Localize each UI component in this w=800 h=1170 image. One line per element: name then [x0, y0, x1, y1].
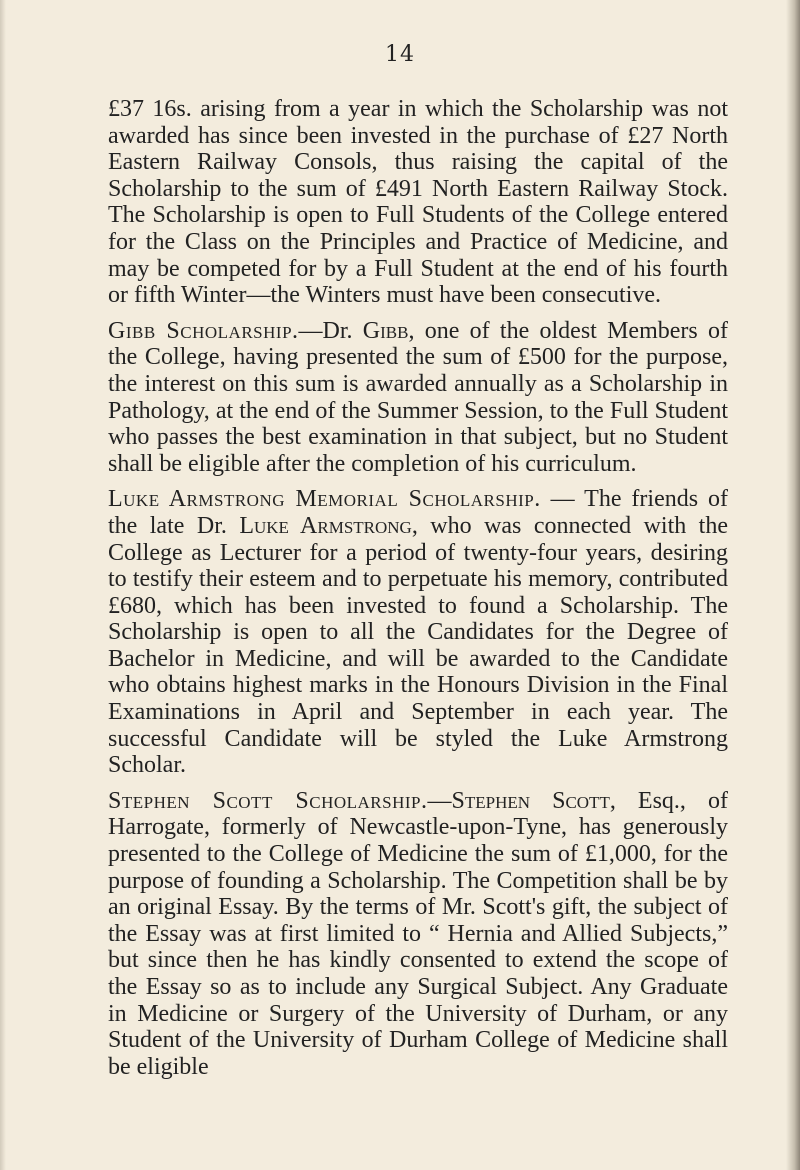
page-number: 14 [385, 42, 415, 67]
paragraph-text: , one of the oldest Members of the College, having presented the sum of £500 for the purpose, the interest on this sum is awarded annually as a Scholarship in Pathology, at the end of the Summer Session, to the Full Student who passes the best examination in that subject, but no Student shall be eligible after the completion of his curriculum. [108, 317, 728, 477]
body-text [108, 96, 728, 1089]
person-name: Stephen Scott [451, 787, 610, 814]
paragraph-gibb-scholarship [108, 318, 728, 478]
page-right-edge [786, 0, 800, 1170]
person-name: Luke Armstrong [239, 512, 412, 539]
paragraph-lead: —Dr. [298, 317, 363, 344]
paragraph-lead: — [427, 787, 452, 814]
person-name: Gibb [362, 317, 409, 344]
paragraph-luke-armstrong-scholarship [108, 486, 728, 779]
paragraph-text: , Esq., of Harrogate, formerly of Newcastle-upon-Tyne, has generously presented to the College of Medicine the sum of £1,000, for the purpose of founding a Scholarship. The Competition shall be by an original Essay. By the terms of Mr. Scott's gift, the subject of the Essay was at first limited to “ Hernia and Allied Subjects,” but since then he has kindly consented to extend the scope of the Essay so as to include any Surgical Subject. Any Graduate in Medicine or Surgery of the University of Durham, or any Student of the University of Durham College of Medicine shall be eligible [108, 787, 728, 1080]
paragraph-lead: — The friends of the late Dr. [108, 486, 729, 539]
luke-armstrong-scholarship-heading: Luke Armstrong Memorial Scholarship. [108, 486, 541, 513]
paragraph-stephen-scott-scholarship [108, 788, 728, 1081]
page-left-edge [0, 0, 6, 1170]
gibb-scholarship-heading: Gibb Scholarship. [108, 317, 299, 344]
paragraph-text: £37 16s. arising from a year in which the Scholarship was not awarded has since been invested in the purchase of £27 North Eastern Railway Consols, thus raising the capital of the Scholarship to the sum of £491 North Eastern Railway Stock. The Scholarship is open to Full Students of the College entered for the Class on the Principles and Practice of Medicine, and may be competed for by a Full Student at the end of his fourth or fifth Winter—the Winters must have been consecutive. [108, 96, 728, 309]
paragraph-text: , who was connected with the College as Lecturer for a period of twenty-four years, desiring to testify their esteem and to perpetuate his memory, contributed £680, which has been invested to found a Scholarship. The Scholarship is open to all the Candidates for the Degree of Bachelor in Medicine, and will be awarded to the Candidate who obtains highest marks in the Honours Division in the Final Examinations in April and September in each year. The successful Candidate will be styled the Luke Armstrong Scholar. [108, 512, 729, 779]
paragraph-scholarship-stock [108, 96, 728, 309]
stephen-scott-scholarship-heading: Stephen Scott Scholarship. [108, 787, 428, 814]
